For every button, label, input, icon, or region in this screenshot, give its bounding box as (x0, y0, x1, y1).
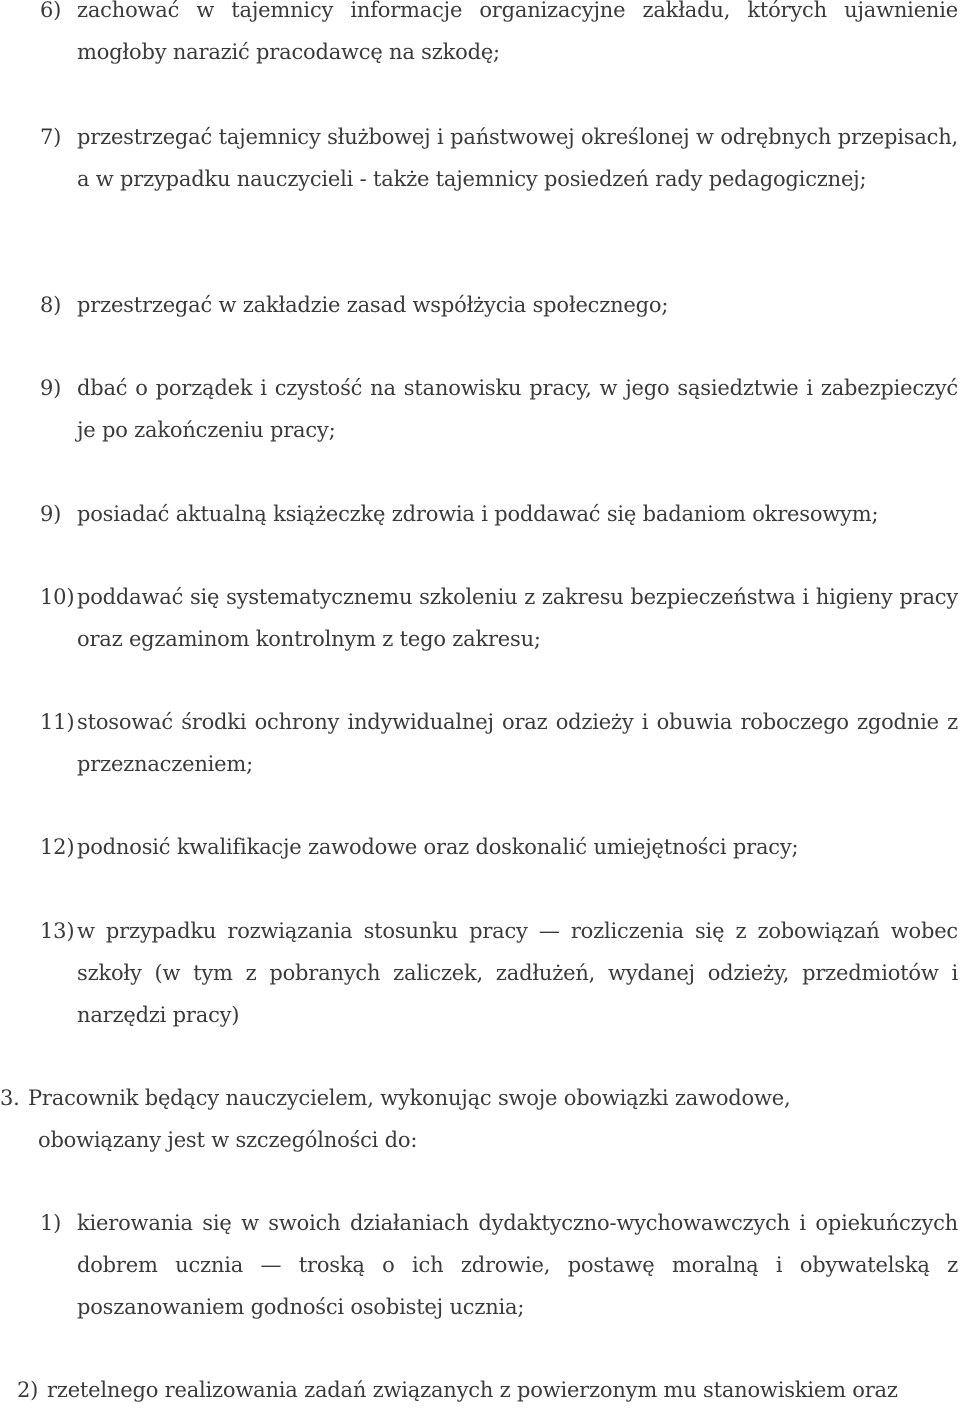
item-number: 11) (40, 710, 75, 734)
item-text: stosować środki ochrony indywidualnej oraz odzieży i obuwia roboczego zgodnie z przeznaczeniem; (77, 710, 958, 776)
item-number: 8) (40, 293, 62, 317)
item-text: zachować w tajemnicy informacje organizacyjne zakładu, których ujawnienie mogłoby narazić pracodawcę na szkodę; (77, 0, 958, 64)
item-text: poddawać się systematycznemu szkoleniu z zakresu bezpieczeństwa i higieny pracy oraz egzaminom kontrolnym z tego zakresu; (77, 585, 958, 651)
item-number: 9) (40, 376, 62, 400)
list-item-10 (40, 576, 958, 660)
list-item-9b (40, 493, 958, 535)
item-number: 2) (17, 1378, 39, 1402)
item-number: 7) (40, 125, 62, 149)
item-number: 9) (40, 502, 62, 526)
section-text-line2: obowiązany jest w szczególności do: (38, 1128, 418, 1152)
item-text: kierowania się w swoich działaniach dydaktyczno-wychowawczych i opiekuńczych dobrem ucznia — troską o ich zdrowie, postawę moralną i obywatelską z poszanowaniem godności osobistej ucznia; (77, 1211, 958, 1319)
section-3-heading (0, 1077, 880, 1161)
sub-list-item-2 (17, 1369, 958, 1411)
item-number: 10) (40, 585, 75, 609)
list-item-12 (40, 826, 958, 868)
list-item-6 (40, 0, 958, 73)
item-number: 13) (40, 919, 75, 943)
item-text: przestrzegać w zakładzie zasad współżycia społecznego; (77, 293, 669, 317)
list-item-9a (40, 367, 958, 451)
list-item-11 (40, 701, 958, 785)
section-text-line1: Pracownik będący nauczycielem, wykonując swoje obowiązki zawodowe, (28, 1086, 791, 1110)
list-item-13 (40, 910, 958, 1036)
item-text: w przypadku rozwiązania stosunku pracy — rozliczenia się z zobowiązań wobec szkoły (w tym z pobranych zaliczek, zadłużeń, wydanej odzieży, przedmiotów i narzędzi pracy) (77, 919, 958, 1027)
section-number: 3. (0, 1086, 20, 1110)
item-text: rzetelnego realizowania zadań związanych z powierzonym mu stanowiskiem oraz (47, 1378, 898, 1402)
list-item-8 (40, 284, 958, 326)
list-item-7 (40, 116, 958, 200)
item-number: 6) (40, 0, 62, 22)
item-text: przestrzegać tajemnicy służbowej i państwowej określonej w odrębnych przepisach, a w przypadku nauczycieli - także tajemnicy posiedzeń rady pedagogicznej; (77, 125, 958, 191)
item-text: dbać o porządek i czystość na stanowisku pracy, w jego sąsiedztwie i zabezpieczyć je po zakończeniu pracy; (77, 376, 958, 442)
item-text: posiadać aktualną książeczkę zdrowia i poddawać się badaniom okresowym; (77, 502, 879, 526)
sub-list-item-1 (40, 1202, 958, 1328)
item-text: podnosić kwalifikacje zawodowe oraz doskonalić umiejętności pracy; (77, 835, 799, 859)
item-number: 1) (40, 1211, 62, 1235)
item-number: 12) (40, 835, 75, 859)
